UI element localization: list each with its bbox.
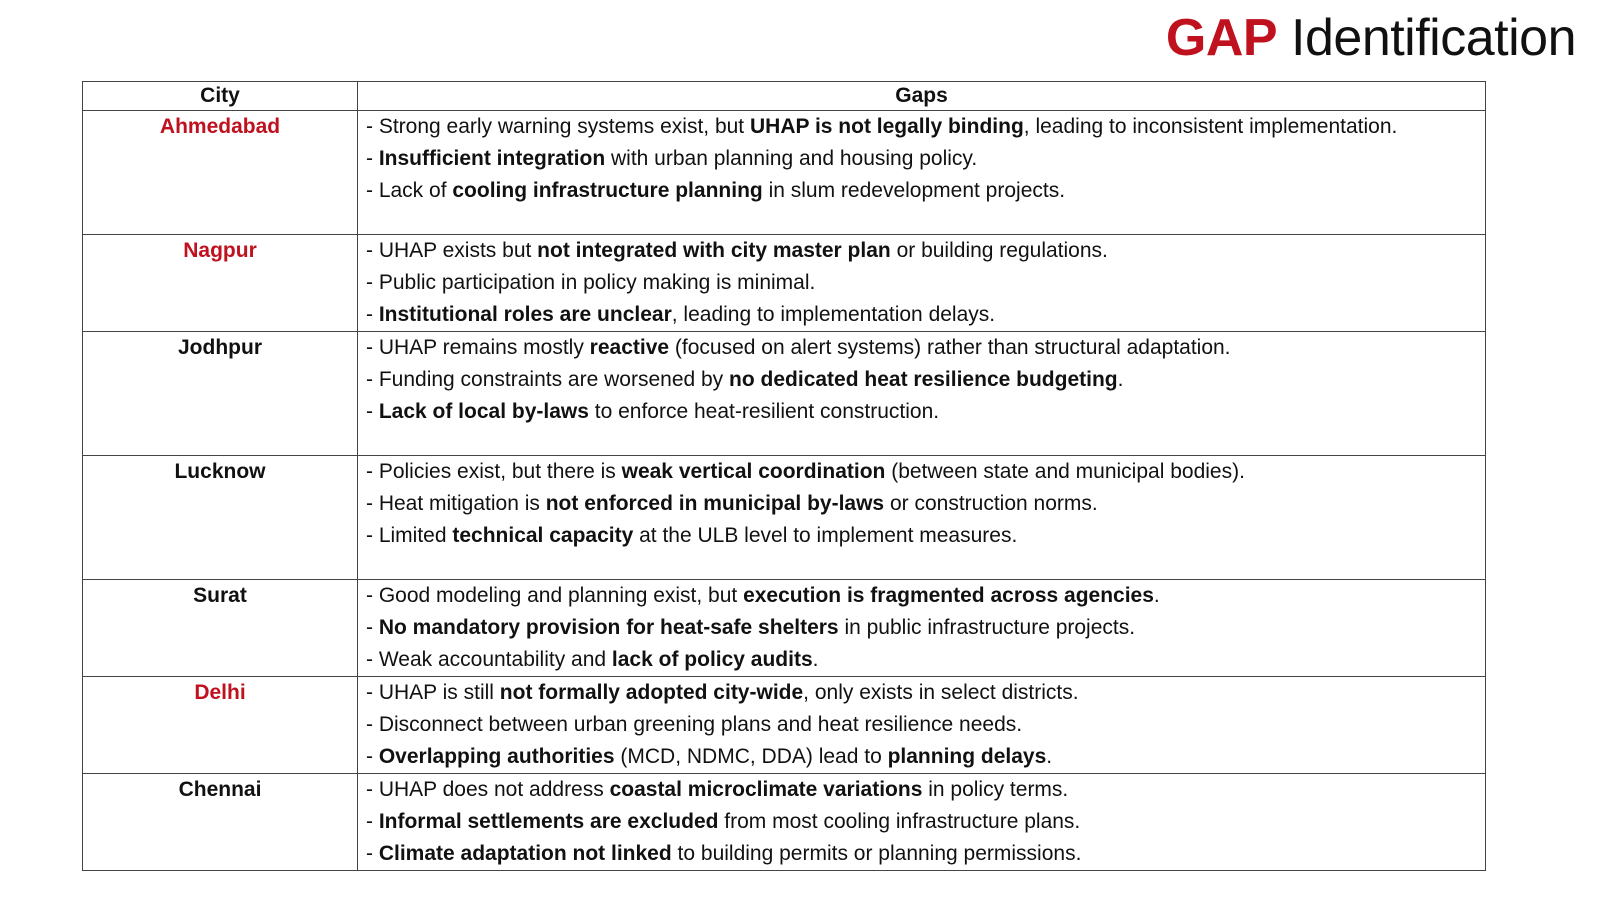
table-row bbox=[83, 332, 1486, 456]
gap-text: - bbox=[366, 842, 379, 865]
gap-text: . bbox=[812, 648, 819, 671]
gap-text: - Weak accountability and bbox=[366, 648, 612, 671]
gaps-cell bbox=[358, 235, 1486, 332]
gap-bullet bbox=[366, 644, 1477, 676]
gaps-cell bbox=[358, 774, 1486, 871]
gap-emphasis: Informal settlements are excluded bbox=[378, 810, 719, 833]
gap-text: from most cooling infrastructure plans. bbox=[718, 810, 1081, 833]
gap-text: - bbox=[366, 147, 379, 170]
table-header-row bbox=[83, 82, 1486, 111]
gaps-cell bbox=[358, 111, 1486, 235]
column-header-city: City bbox=[83, 82, 358, 111]
gap-bullet bbox=[366, 806, 1477, 838]
gap-bullet bbox=[366, 235, 1477, 267]
gap-bullet bbox=[366, 709, 1477, 741]
gap-bullet bbox=[366, 299, 1477, 331]
gap-bullet bbox=[366, 267, 1477, 299]
column-header-gaps: Gaps bbox=[358, 82, 1486, 111]
gap-text: (focused on alert systems) rather than structural adaptation. bbox=[669, 336, 1231, 359]
city-cell: Jodhpur bbox=[83, 332, 358, 456]
gap-emphasis: weak vertical coordination bbox=[621, 460, 886, 483]
gap-text: to enforce heat-resilient construction. bbox=[588, 400, 940, 423]
table-row bbox=[83, 580, 1486, 677]
gap-text: - bbox=[366, 400, 379, 423]
gap-emphasis: not enforced in municipal by-laws bbox=[545, 492, 885, 515]
gap-text: , only exists in select districts. bbox=[803, 681, 1079, 704]
table-row bbox=[83, 456, 1486, 580]
gap-emphasis: planning delays bbox=[887, 745, 1047, 768]
gap-text: in slum redevelopment projects. bbox=[762, 179, 1066, 202]
city-cell: Lucknow bbox=[83, 456, 358, 580]
gap-text: - UHAP exists but bbox=[366, 239, 538, 262]
gap-emphasis: not integrated with city master plan bbox=[537, 239, 891, 262]
city-cell: Nagpur bbox=[83, 235, 358, 332]
gap-text: . bbox=[1117, 368, 1124, 391]
gap-emphasis: no dedicated heat resilience budgeting bbox=[729, 368, 1118, 391]
gap-bullet bbox=[366, 456, 1477, 488]
gap-text: , leading to inconsistent implementation. bbox=[1023, 115, 1398, 138]
gap-text: - Limited bbox=[366, 524, 453, 547]
city-cell: Chennai bbox=[83, 774, 358, 871]
gap-text: with urban planning and housing policy. bbox=[605, 147, 978, 170]
gap-text: - Disconnect between urban greening plans and heat resilience needs. bbox=[366, 713, 1023, 736]
gaps-cell bbox=[358, 332, 1486, 456]
gap-text: - Good modeling and planning exist, but bbox=[366, 584, 744, 607]
gap-text: or building regulations. bbox=[890, 239, 1108, 262]
gap-emphasis: not formally adopted city-wide bbox=[499, 681, 804, 704]
gap-bullet bbox=[366, 838, 1477, 870]
city-cell: Delhi bbox=[83, 677, 358, 774]
gap-text: - bbox=[366, 303, 379, 326]
gap-text: - bbox=[366, 810, 379, 833]
gap-emphasis: Lack of local by-laws bbox=[378, 400, 589, 423]
gap-bullet bbox=[366, 612, 1477, 644]
gap-bullet bbox=[366, 364, 1477, 396]
gap-emphasis: Insufficient integration bbox=[378, 147, 606, 170]
gap-text: - Public participation in policy making is minimal. bbox=[366, 271, 816, 294]
table-row bbox=[83, 677, 1486, 774]
gap-bullet bbox=[366, 396, 1477, 428]
gap-text: . bbox=[1153, 584, 1160, 607]
gap-text: to building permits or planning permissions. bbox=[671, 842, 1082, 865]
gap-emphasis: Institutional roles are unclear bbox=[378, 303, 672, 326]
gap-bullet bbox=[366, 677, 1477, 709]
gap-emphasis: Overlapping authorities bbox=[378, 745, 615, 768]
gaps-cell bbox=[358, 580, 1486, 677]
city-cell: Ahmedabad bbox=[83, 111, 358, 235]
gap-text: - UHAP remains mostly bbox=[366, 336, 590, 359]
gap-text: in policy terms. bbox=[922, 778, 1069, 801]
gap-emphasis: No mandatory provision for heat-safe shelters bbox=[378, 616, 839, 639]
gap-text: - Strong early warning systems exist, but bbox=[366, 115, 750, 138]
gap-bullet bbox=[366, 332, 1477, 364]
gap-bullet bbox=[366, 175, 1477, 207]
gap-text: - UHAP is still bbox=[366, 681, 500, 704]
gap-text: in public infrastructure projects. bbox=[838, 616, 1136, 639]
gap-text: at the ULB level to implement measures. bbox=[633, 524, 1018, 547]
gap-emphasis: Climate adaptation not linked bbox=[378, 842, 672, 865]
table-row bbox=[83, 111, 1486, 235]
gap-text: . bbox=[1046, 745, 1053, 768]
gap-emphasis: technical capacity bbox=[452, 524, 634, 547]
gap-bullet bbox=[366, 774, 1477, 806]
gap-table bbox=[82, 81, 1486, 871]
gap-bullet bbox=[366, 488, 1477, 520]
page-title-rest: Identification bbox=[1291, 9, 1576, 67]
city-cell: Surat bbox=[83, 580, 358, 677]
gap-text: , leading to implementation delays. bbox=[671, 303, 996, 326]
gap-text: or construction norms. bbox=[884, 492, 1098, 515]
gap-emphasis: lack of policy audits bbox=[611, 648, 813, 671]
gap-bullet bbox=[366, 111, 1477, 143]
gaps-cell bbox=[358, 456, 1486, 580]
gap-bullet bbox=[366, 520, 1477, 552]
gap-text: (MCD, NDMC, DDA) lead to bbox=[614, 745, 888, 768]
gap-text: - Lack of bbox=[366, 179, 453, 202]
gap-text: - Heat mitigation is bbox=[366, 492, 546, 515]
gap-emphasis: coastal microclimate variations bbox=[609, 778, 923, 801]
gap-text: - Policies exist, but there is bbox=[366, 460, 622, 483]
gap-emphasis: cooling infrastructure planning bbox=[452, 179, 763, 202]
gap-emphasis: reactive bbox=[589, 336, 670, 359]
page-title-accent: GAP bbox=[1165, 9, 1278, 67]
table-body bbox=[83, 111, 1486, 871]
gap-text: (between state and municipal bodies). bbox=[885, 460, 1245, 483]
gap-bullet bbox=[366, 741, 1477, 773]
gaps-cell bbox=[358, 677, 1486, 774]
gap-emphasis: UHAP is not legally binding bbox=[749, 115, 1024, 138]
gap-text: - Funding constraints are worsened by bbox=[366, 368, 730, 391]
gap-text: - bbox=[366, 616, 379, 639]
gap-text: - bbox=[366, 745, 379, 768]
gap-bullet bbox=[366, 143, 1477, 175]
gap-bullet bbox=[366, 580, 1477, 612]
table-row bbox=[83, 235, 1486, 332]
page-title bbox=[1166, 6, 1576, 70]
table-row bbox=[83, 774, 1486, 871]
gap-text: - UHAP does not address bbox=[366, 778, 610, 801]
gap-emphasis: execution is fragmented across agencies bbox=[743, 584, 1154, 607]
